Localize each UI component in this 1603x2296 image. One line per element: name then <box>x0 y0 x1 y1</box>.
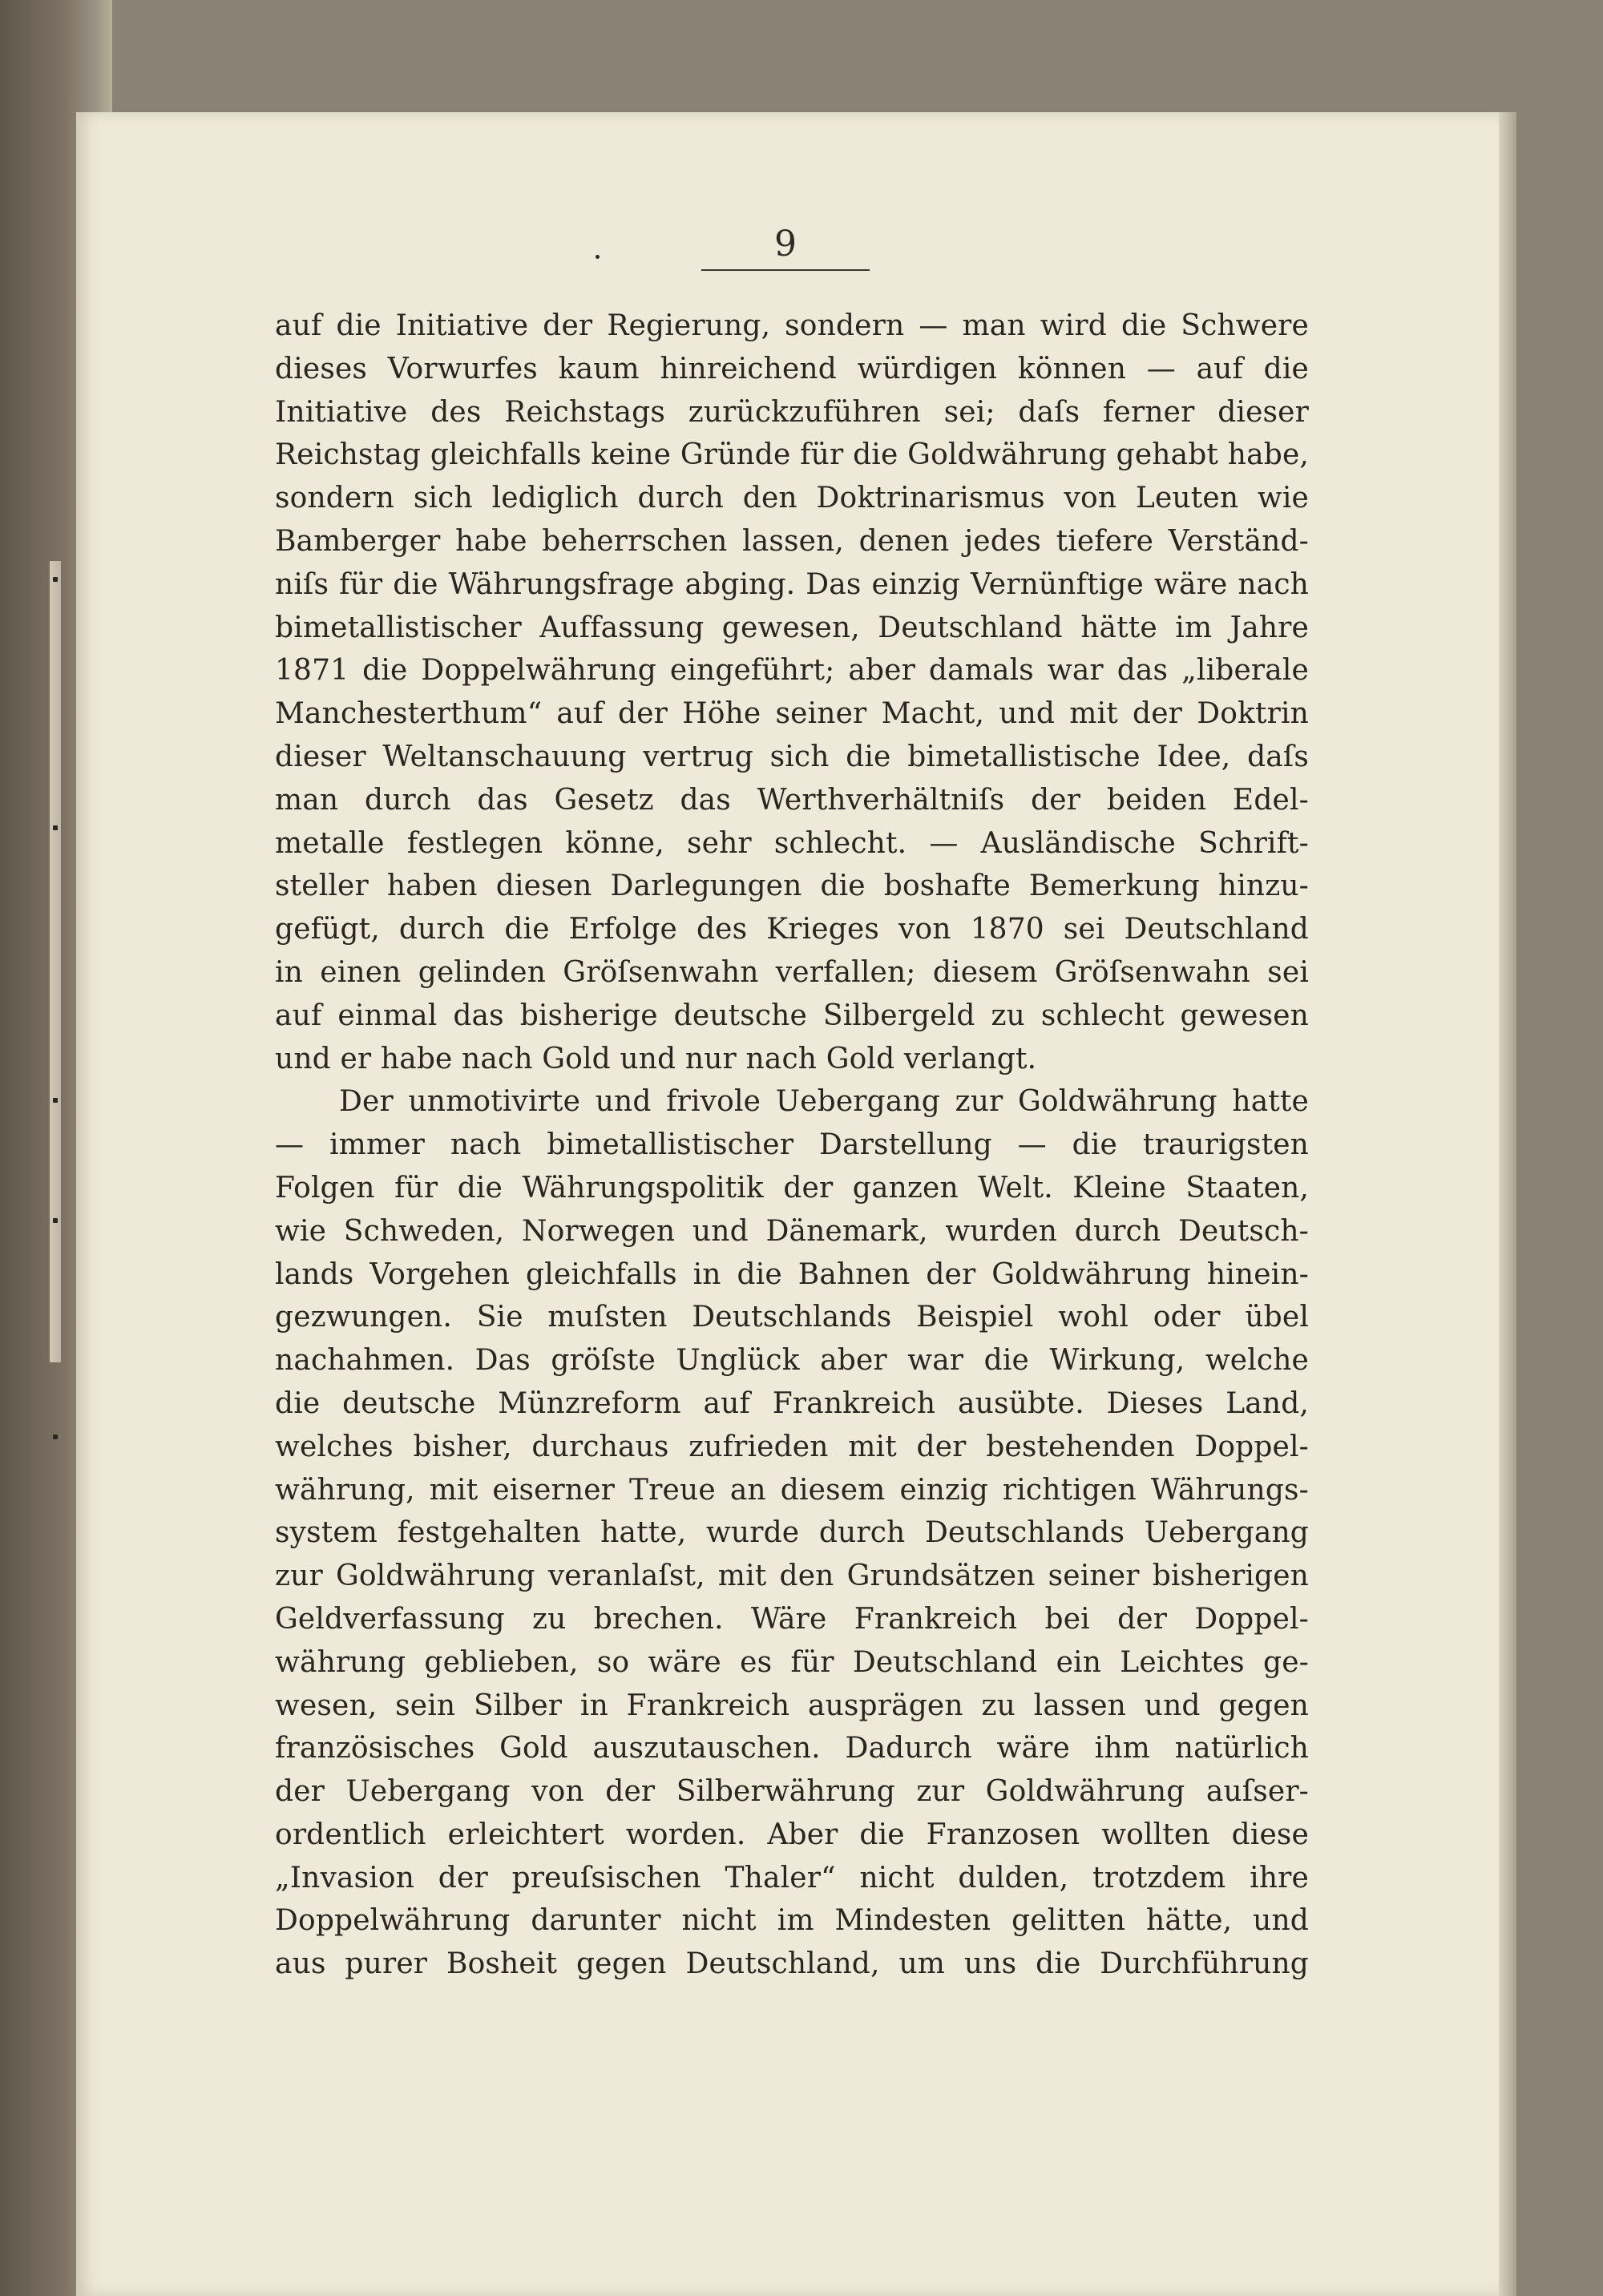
text-line: sondern sich lediglich durch den Doktrinarismus von Leuten wie <box>275 482 1309 515</box>
text-line: welches bisher, durchaus zufrieden mit der bestehenden Doppel- <box>275 1430 1309 1463</box>
page-header <box>701 224 870 271</box>
binding-mark <box>53 1434 58 1439</box>
header-rule <box>701 269 870 271</box>
text-line: in einen gelinden Gröſsenwahn verfallen; diesem Gröſsenwahn sei <box>275 955 1309 989</box>
text-line: auf die Initiative der Regierung, sondern — man wird die Schwere <box>275 309 1309 342</box>
text-line: französisches Gold auszutauschen. Dadurch wäre ihm natürlich <box>275 1732 1309 1765</box>
text-line: wesen, sein Silber in Frankreich ausprägen zu lassen und gegen <box>275 1689 1309 1722</box>
text-line: zur Goldwährung veranlaſst, mit den Grundsätzen seiner bisherigen <box>275 1560 1309 1593</box>
text-line: 1871 die Doppelwährung eingeführt; aber damals war das „liberale <box>275 654 1309 688</box>
binding-strip <box>50 561 61 1362</box>
page-number: 9 <box>774 224 797 264</box>
text-line: Folgen für die Währungspolitik der ganzen Welt. Kleine Staaten, <box>275 1171 1309 1204</box>
paragraph <box>275 305 1309 1080</box>
binding-mark <box>53 825 58 830</box>
text-line: Reichstag gleichfalls keine Gründe für die Goldwährung gehabt habe, <box>275 438 1309 472</box>
binding-mark <box>53 1098 58 1103</box>
text-line: man durch das Gesetz das Werthverhältniſs der beiden Edel- <box>275 783 1309 817</box>
text-line: der Uebergang von der Silberwährung zur Goldwährung auſser- <box>275 1775 1309 1809</box>
binding-mark <box>53 1218 58 1223</box>
text-line: wie Schweden, Norwegen und Dänemark, wurden durch Deutsch- <box>275 1214 1309 1248</box>
text-line: die deutsche Münzreform auf Frankreich ausübte. Dieses Land, <box>275 1386 1309 1420</box>
text-line: aus purer Bosheit gegen Deutschland, um uns die Durchführung <box>275 1947 1309 1981</box>
paragraph <box>275 1080 1309 1986</box>
text-line: Bamberger habe beherrschen lassen, denen jedes tiefere Verständ- <box>275 524 1309 558</box>
text-line: dieser Weltanschauung vertrug sich die bimetallistische Idee, daſs <box>275 740 1309 773</box>
text-line: Der unmotivirte und frivole Uebergang zur Goldwährung hatte <box>339 1085 1309 1119</box>
binding-mark <box>53 577 58 582</box>
text-line: steller haben diesen Darlegungen die boshafte Bemerkung hinzu- <box>275 870 1309 903</box>
text-line: lands Vorgehen gleichfalls in die Bahnen der Goldwährung hinein- <box>275 1257 1309 1291</box>
text-line: niſs für die Währungsfrage abging. Das einzig Vernünftige wäre nach <box>275 567 1309 601</box>
text-line: „Invasion der preuſsischen Thaler“ nicht dulden, trotzdem ihre <box>275 1861 1309 1895</box>
text-line: Geldverfassung zu brechen. Wäre Frankreich bei der Doppel- <box>275 1602 1309 1636</box>
text-line: ordentlich erleichtert worden. Aber die Franzosen wollten diese <box>275 1818 1309 1851</box>
text-line: dieses Vorwurfes kaum hinreichend würdigen können — auf die <box>275 352 1309 385</box>
text-line: Initiative des Reichstags zurückzuführen sei; daſs ferner dieser <box>275 395 1309 429</box>
text-line: nachahmen. Das gröſste Unglück aber war die Wirkung, welche <box>275 1344 1309 1378</box>
text-line: metalle festlegen könne, sehr schlecht. — Ausländische Schrift- <box>275 826 1309 860</box>
text-line: währung, mit eiserner Treue an diesem einzig richtigen Währungs- <box>275 1473 1309 1507</box>
header-dot <box>596 255 600 259</box>
text-line: system festgehalten hatte, wurde durch Deutschlands Uebergang <box>275 1516 1309 1550</box>
text-line: währung geblieben, so wäre es für Deutschland ein Leichtes ge- <box>275 1645 1309 1679</box>
page-edge <box>1499 112 1516 2296</box>
text-line: bimetallistischer Auffassung gewesen, Deutschland hätte im Jahre <box>275 611 1309 644</box>
text-line: Manchesterthum“ auf der Höhe seiner Macht, und mit der Doktrin <box>275 697 1309 731</box>
text-line: gezwungen. Sie muſsten Deutschlands Beispiel wohl oder übel <box>275 1301 1309 1334</box>
text-line: und er habe nach Gold und nur nach Gold verlangt. <box>275 1042 1037 1075</box>
body-text <box>275 305 1309 1986</box>
text-line: gefügt, durch die Erfolge des Krieges von 1870 sei Deutschland <box>275 913 1309 946</box>
text-line: — immer nach bimetallistischer Darstellung — die traurigsten <box>275 1128 1309 1162</box>
text-line: auf einmal das bisherige deutsche Silbergeld zu schlecht gewesen <box>275 999 1309 1032</box>
text-line: Doppelwährung darunter nicht im Mindesten gelitten hätte, und <box>275 1904 1309 1938</box>
